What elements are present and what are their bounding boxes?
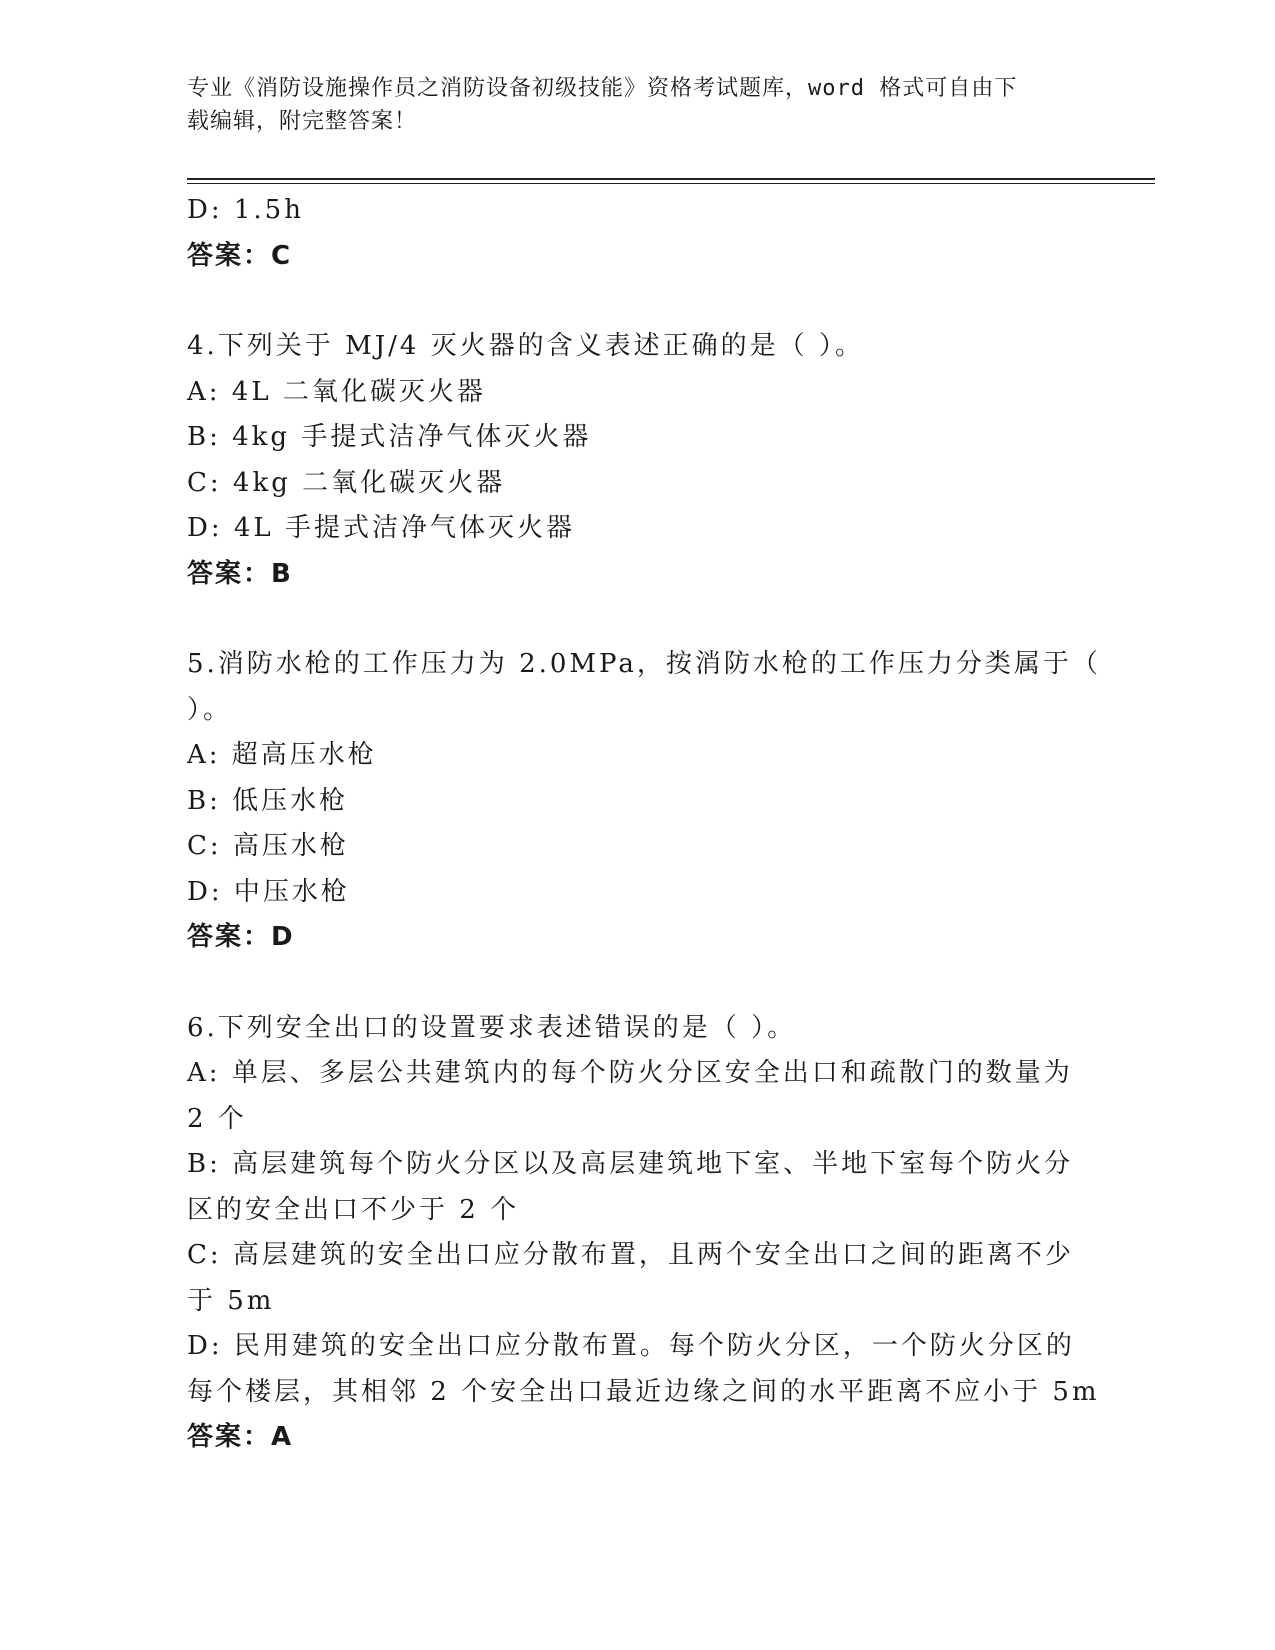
question-5 xyxy=(187,642,1101,961)
option-c-line-2: 于 5m xyxy=(187,1285,275,1316)
header-rule-thin xyxy=(187,183,1155,184)
option-a: A: 4L 二氧化碳灭火器 xyxy=(187,376,486,407)
option-d: D: 4L 手提式洁净气体灭火器 xyxy=(187,513,575,543)
header-line-2: 载编辑，附完整答案！ xyxy=(187,109,418,134)
option-c: C: 4kg 二氧化碳灭火器 xyxy=(187,467,506,498)
question-stem: 6.下列安全出口的设置要求表述错误的是（ ）。 xyxy=(187,1012,797,1043)
option-b-line-2: 区的安全出口不少于 2 个 xyxy=(187,1194,520,1225)
page-content xyxy=(187,188,1101,1461)
option-b-line-1: B: 高层建筑每个防火分区以及高层建筑地下室、半地下室每个防火分 xyxy=(187,1149,1074,1179)
spacer xyxy=(187,279,1087,324)
option-a-line-1: A: 单层、多层公共建筑内的每个防火分区安全出口和疏散门的数量为 xyxy=(187,1058,1073,1088)
question-stem: 4.下列关于 MJ/4 灭火器的含义表述正确的是（ ）。 xyxy=(187,331,864,361)
header-line-1: 专业《消防设施操作员之消防设备初级技能》资格考试题库，word 格式可自由下 xyxy=(187,76,1018,101)
answer-line: 答案：D xyxy=(187,922,295,952)
question-stem-line-1: 5.消防水枪的工作压力为 2.0MPa，按消防水枪的工作压力分类属于（ xyxy=(187,649,1101,679)
spacer xyxy=(187,961,1087,1006)
option-d: D: 1.5h xyxy=(187,195,304,225)
question-stem-line-2: ）。 xyxy=(187,694,233,725)
option-d-line-2: 每个楼层，其相邻 2 个安全出口最近边缘之间的水平距离不应小于 5m xyxy=(187,1376,1100,1407)
question-4 xyxy=(187,324,1087,597)
answer-line: 答案：A xyxy=(187,1422,294,1452)
option-a-line-2: 2 个 xyxy=(187,1103,247,1134)
option-c: C: 高压水枪 xyxy=(187,831,349,861)
header-rule-thick xyxy=(187,178,1155,180)
prev-question-tail xyxy=(187,188,1087,279)
page-header xyxy=(187,72,1087,138)
option-b: B: 低压水枪 xyxy=(187,785,349,816)
question-6 xyxy=(187,1006,1100,1461)
spacer xyxy=(187,597,1087,642)
option-d: D: 中压水枪 xyxy=(187,876,350,907)
option-c-line-1: C: 高层建筑的安全出口应分散布置，且两个安全出口之间的距离不少 xyxy=(187,1240,1074,1270)
option-d-line-1: D: 民用建筑的安全出口应分散布置。每个防火分区，一个防火分区的 xyxy=(187,1331,1075,1361)
option-a: A: 超高压水枪 xyxy=(187,740,377,770)
answer-line: 答案：C xyxy=(187,240,293,271)
answer-line: 答案：B xyxy=(187,558,293,589)
option-b: B: 4kg 手提式洁净气体灭火器 xyxy=(187,422,592,452)
